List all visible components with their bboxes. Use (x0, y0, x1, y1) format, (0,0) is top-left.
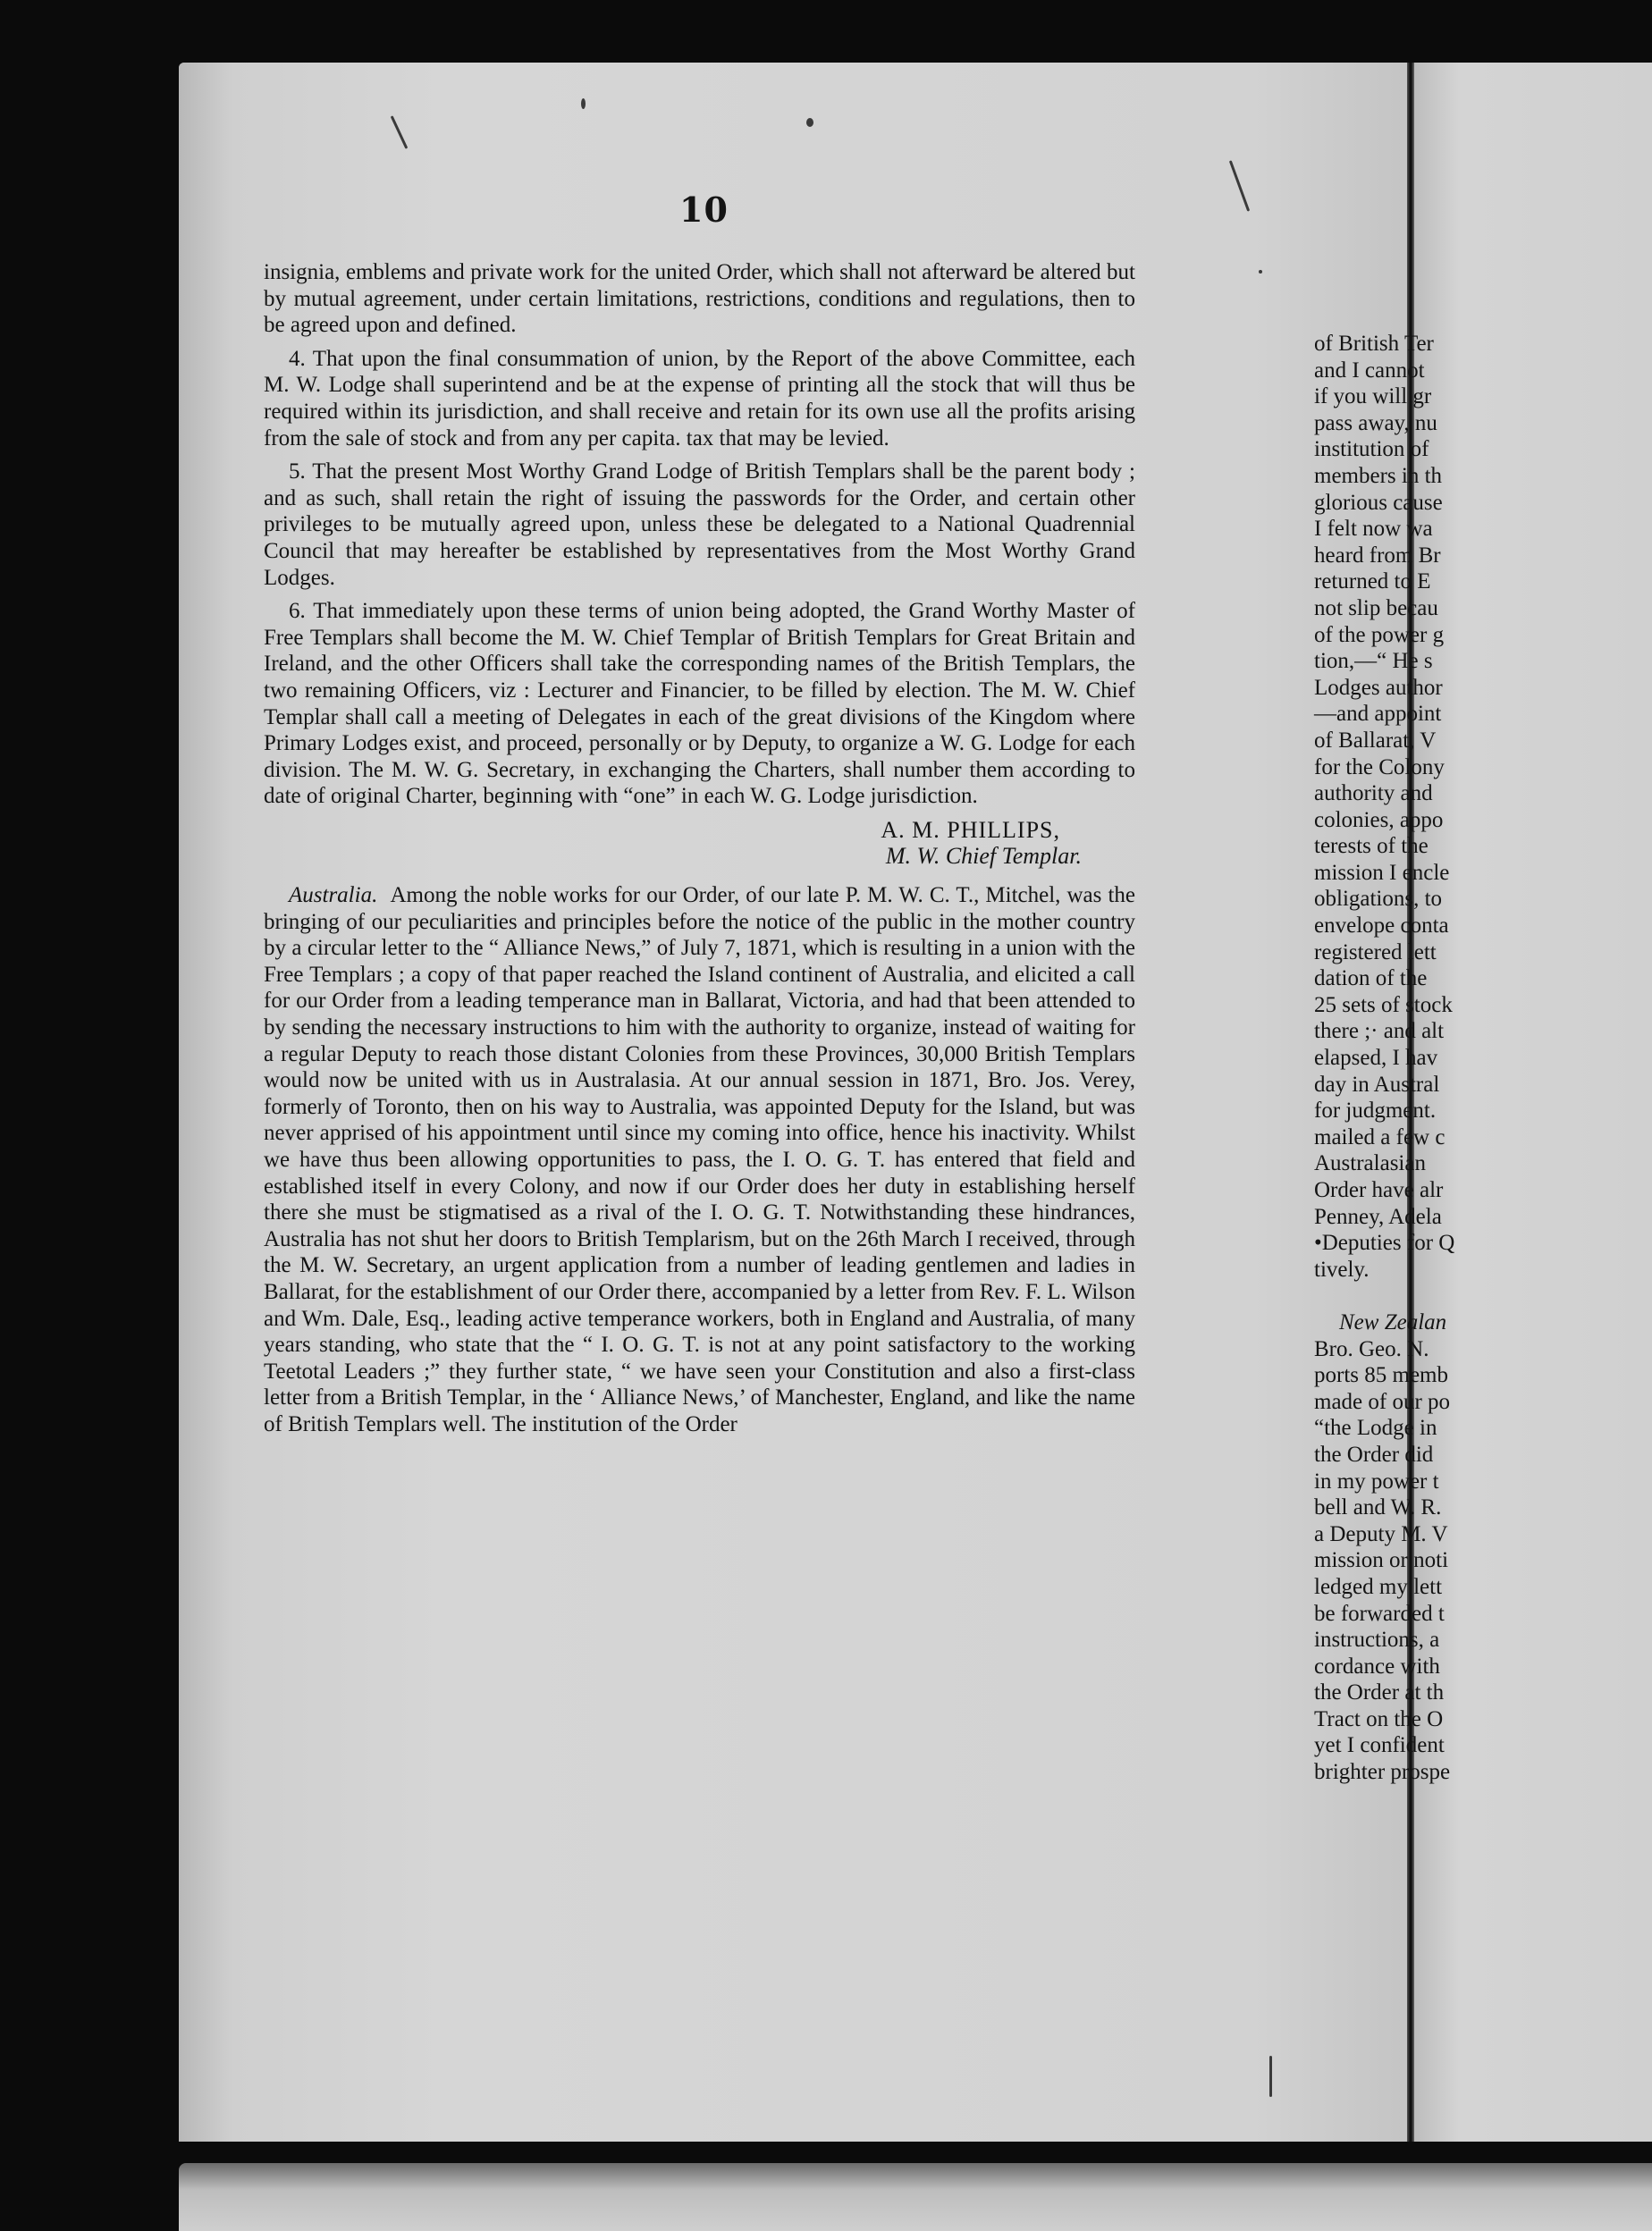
right-column-line: and I cannot (1314, 358, 1425, 383)
right-column-line: bell and W. R. (1314, 1495, 1442, 1520)
ink-speck (1269, 2056, 1272, 2097)
right-column-line: institution of (1314, 437, 1429, 462)
right-column-line: authority and (1314, 781, 1433, 806)
right-column-line: the Order at th (1314, 1680, 1445, 1705)
right-column-line: dation of the (1314, 966, 1428, 991)
right-column-line: mailed a few c (1314, 1124, 1446, 1149)
right-column-line: ledged my lett (1314, 1574, 1443, 1599)
right-column-line (1314, 1283, 1473, 1309)
right-column-line: I felt now wa (1314, 517, 1433, 542)
right-column-line: “the Lodge in (1314, 1416, 1437, 1441)
right-column-line: Penney, Adela (1314, 1204, 1442, 1229)
right-column-line: registered lett (1314, 939, 1437, 964)
right-column-line: there ;· and alt (1314, 1019, 1445, 1044)
australia-heading: Australia. (289, 883, 378, 908)
right-column-line: the Order did (1314, 1442, 1434, 1467)
right-column-line: for judgment. (1314, 1099, 1437, 1124)
right-column-line: New Zealan (1339, 1309, 1447, 1334)
right-column-line: of Ballarat, V (1314, 728, 1437, 753)
right-column-line: terests of the (1314, 834, 1429, 859)
paragraph-article-5: 5. That the present Most Worthy Grand Lodge of British Templars shall be the parent body ; and as such, shall retain the right of issuing the passwords for the Order, and certain other privileges to be mutually agreed upon, unless these be delegated to a National Quadrennial Council that may hereafter be established by representatives from the Most Worthy Grand Lodges. (264, 459, 1135, 590)
right-column-line: a Deputy M. V (1314, 1521, 1448, 1546)
page-number: 10 (679, 189, 729, 230)
right-column-line: Order have alr (1314, 1178, 1444, 1202)
right-column-line: not slip becau (1314, 595, 1438, 620)
right-column-line: mission or noti (1314, 1548, 1449, 1573)
signature-block (264, 817, 1135, 870)
paragraph-article-4: 4. That upon the final consummation of union, by the Report of the above Committee, each M. W. Lodge shall superintend and be at the expense of printing all the stock that will thus be required within its jurisdiction, and shall receive and retain for its own use all the profits arising from the sale of stock and from any per capita. tax that may be levied. (264, 346, 1135, 450)
right-column-line: cordance with (1314, 1654, 1440, 1679)
right-column-line: heard from Br (1314, 543, 1441, 568)
right-column-line: •Deputies for Q (1314, 1231, 1455, 1256)
right-column-line: ports 85 memb (1314, 1363, 1448, 1388)
right-column-line: glorious cause (1314, 490, 1443, 515)
right-column-line: colonies, appo (1314, 807, 1444, 832)
australia-text: Among the noble works for our Order, of our late P. M. W. C. T., Mitchel, was the bringing of our peculiarities and principles before the notice of the public in the mother country by a circular letter to the “ Alliance News,” of July 7, 1871, which is resulting in a union with the Free Templars ; a copy of that paper reached the Island continent of Australia, and elicited a call for our Order from a leading temperance man in Ballarat, Victoria, and had that been attended to by sending the necessary instructions to him with the authority to organize, instead of waiting for a regular Deputy to reach those distant Colonies from these Provinces, 30,000 British Templars would now be united with us in Australasia. At our annual session in 1871, Bro. Jos. Verey, formerly of Toronto, then on his way to Australia, was appointed Deputy for the Island, but was never apprised of his appointment until since my coming into office, hence his inactivity. Whilst we have thus been allowing opportunities to pass, the I. O. G. T. has entered that field and established itself in every Colony, and now if our Order does her duty in establishing herself there she must be stigmatised as a rival of the I. O. G. T. Notwithstanding these hindrances, Australia has not shut her doors to British Templarism, but on the 26th March I received, through the M. W. Secretary, an urgent application from a number of leading gentlemen and ladies in Ballarat, for the establishment of our Order there, accompanied by a letter from Rev. F. L. Wilson and Wm. Dale, Esq., leading active temperance workers, both in England and Australia, of many years standing, who state that the “ I. O. G. T. is not at any point satisfactory to the working Teetotal Leaders ;” they further state, “ we have seen your Constitution and also a first-class letter from a British Templar, in the ‘ Alliance News,’ of Manchester, England, and like the name of British Templars well. The institution of the Order (264, 883, 1136, 1436)
right-column-line: Tract on the O (1314, 1706, 1444, 1731)
right-column-line: pass away, nu (1314, 410, 1437, 435)
right-column-line: elapsed, I hav (1314, 1046, 1438, 1071)
right-column-line: of the power g (1314, 622, 1445, 647)
right-column-line: Australasian (1314, 1151, 1426, 1176)
right-column-line: of British Ter (1314, 332, 1434, 356)
right-column-line: members in th (1314, 463, 1443, 488)
right-column-line: for the Colony (1314, 754, 1445, 779)
right-column-line: tion,—“ He s (1314, 649, 1433, 674)
right-column-line: brighter prospe (1314, 1760, 1451, 1785)
paragraph-article-6: 6. That immediately upon these terms of union being adopted, the Grand Worthy Master of Free Templars shall become the M. W. Chief Templar of British Templars for Great Britain and Ireland, and the other Officers shall take the corresponding names of the British Templars, the two remaining Officers, viz : Lecturer and Financier, to be filled by election. The M. W. Chief Templar shall call a meeting of Delegates in each of the great divisions of the Kingdom where Primary Lodges exist, and proceed, personally or by Deputy, to organize a W. G. Lodge for each division. The M. W. G. Secretary, in exchanging the Charters, shall number them according to date of original Charter, beginning with “one” in each W. G. Lodge jurisdiction. (264, 599, 1135, 809)
right-column-fragments (1314, 331, 1473, 1786)
right-column-line: instructions, a (1314, 1628, 1440, 1653)
ink-speck (806, 118, 813, 127)
signature-title: M. W. Chief Templar. (885, 843, 1082, 870)
right-column-line: Bro. Geo. N. (1314, 1336, 1429, 1361)
right-column-line: be forwarded t (1314, 1601, 1445, 1626)
right-column-line: 25 sets of stock (1314, 992, 1453, 1017)
right-column-line: day in Austral (1314, 1072, 1440, 1097)
paragraph-continuation: insignia, emblems and private work for the united Order, which shall not afterward be altered but by mutual agreement, under certain limitations, restrictions, conditions and regulations, then to be agreed upon and defined. (264, 260, 1135, 338)
right-column-line: in my power t (1314, 1469, 1439, 1494)
right-column-line: —and appoint (1314, 702, 1442, 727)
right-column-line: if you will gr (1314, 384, 1432, 409)
ink-speck (1259, 270, 1262, 274)
next-page-edge (179, 2163, 1652, 2231)
right-column-line: mission I encle (1314, 860, 1450, 885)
right-column-line: Lodges author (1314, 675, 1443, 700)
right-column-line: envelope conta (1314, 913, 1449, 939)
right-column-line: yet I confident (1314, 1733, 1445, 1758)
right-column-line: tively. (1314, 1257, 1370, 1282)
right-column-line: obligations, to (1314, 887, 1443, 912)
right-column-line: returned to E (1314, 569, 1431, 594)
right-column-line: made of our po (1314, 1389, 1451, 1414)
left-text-column (264, 259, 1135, 1445)
ink-speck (581, 98, 586, 109)
paragraph-australia (264, 882, 1135, 1437)
signature-name: A. M. PHILLIPS, (881, 816, 1060, 843)
